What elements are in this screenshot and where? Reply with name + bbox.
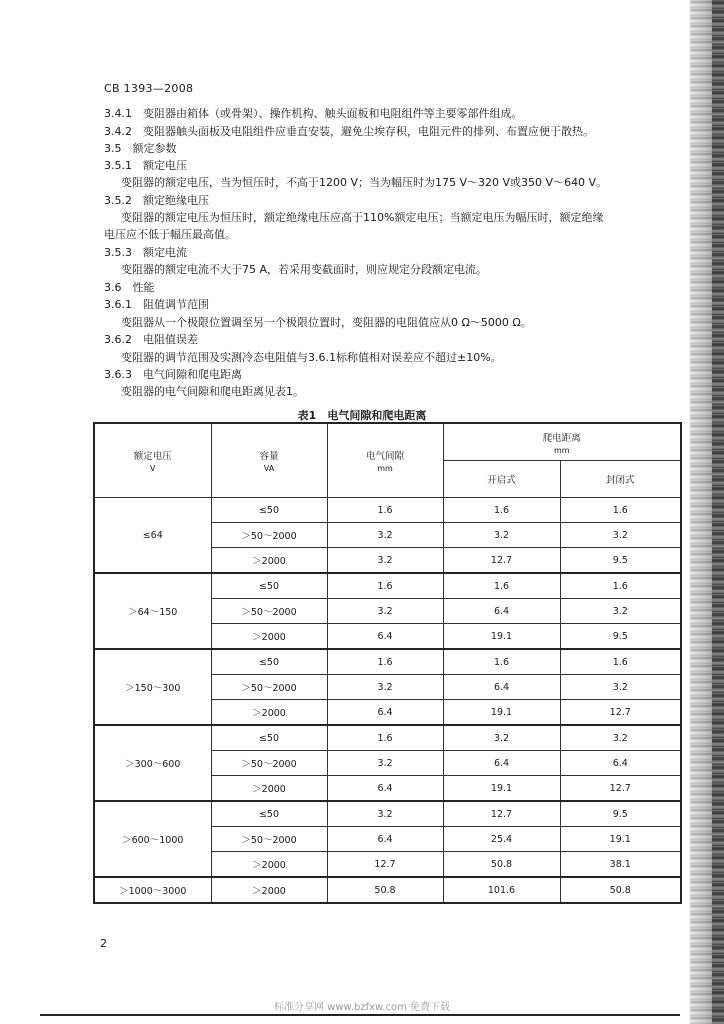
creepage-open-cell: 6.4 <box>443 751 560 776</box>
clause-number: 3.6.2 <box>104 333 132 346</box>
clause-number: 3.4.1 <box>104 107 132 120</box>
capacity-cell: ≤50 <box>211 801 327 827</box>
clause-3-5 <box>104 142 177 156</box>
table-row <box>94 725 681 751</box>
clearance-cell: 3.2 <box>327 751 443 776</box>
creepage-open-cell: 6.4 <box>443 599 560 624</box>
creepage-closed-cell: 12.7 <box>560 700 681 726</box>
clause-number: 3.4.2 <box>104 125 132 138</box>
table-row <box>94 498 681 523</box>
clearance-cell: 6.4 <box>327 827 443 852</box>
voltage-cell: ≤64 <box>94 498 211 574</box>
clause-number: 3.6.1 <box>104 298 132 311</box>
paragraph-resistance-range: 变阻器从一个极限位置调至另一个极限位置时，变阻器的电阻值应从0 Ω～5000 Ω。 <box>121 316 532 329</box>
voltage-cell: ＞600～1000 <box>94 801 211 877</box>
clause-3-6 <box>104 281 155 295</box>
creepage-closed-cell: 9.5 <box>560 624 681 650</box>
table-row <box>94 649 681 675</box>
creepage-closed-cell: 1.6 <box>560 498 681 523</box>
creepage-open-cell: 19.1 <box>443 700 560 726</box>
creepage-closed-cell: 3.2 <box>560 725 681 751</box>
clause-number: 3.5 <box>104 142 122 155</box>
clearance-cell: 6.4 <box>327 776 443 802</box>
clause-text: 电阻值误差 <box>143 333 198 346</box>
capacity-cell: ＞50～2000 <box>211 675 327 700</box>
clearance-cell: 1.6 <box>327 498 443 523</box>
creepage-open-cell: 50.8 <box>443 852 560 878</box>
table-caption: 表1 电气间隙和爬电距离 <box>297 409 427 422</box>
voltage-cell: ＞150～300 <box>94 649 211 725</box>
clearance-cell: 1.6 <box>327 573 443 599</box>
paragraph-rated-voltage: 变阻器的额定电压，当为恒压时，不高于1200 V；当为幅压时为175 V～320 V或350 V～640 V。 <box>121 176 608 189</box>
clearance-cell: 12.7 <box>327 852 443 878</box>
creepage-open-cell: 6.4 <box>443 675 560 700</box>
capacity-cell: ≤50 <box>211 573 327 599</box>
page-number: 2 <box>100 937 107 950</box>
capacity-cell: ＞50～2000 <box>211 599 327 624</box>
clearance-cell: 6.4 <box>327 624 443 650</box>
clause-number: 3.5.2 <box>104 194 132 207</box>
creepage-closed-cell: 6.4 <box>560 751 681 776</box>
creepage-open-cell: 19.1 <box>443 776 560 802</box>
clearance-cell: 3.2 <box>327 523 443 548</box>
creepage-closed-cell: 9.5 <box>560 548 681 574</box>
creepage-closed-cell: 19.1 <box>560 827 681 852</box>
clause-text: 额定电压 <box>143 159 187 172</box>
clause-3-6-2 <box>104 333 198 347</box>
clearance-cell: 3.2 <box>327 675 443 700</box>
table-row <box>94 877 681 903</box>
capacity-cell: ＞2000 <box>211 700 327 726</box>
clause-text: 额定参数 <box>132 142 177 155</box>
clearance-cell: 3.2 <box>327 599 443 624</box>
clause-text: 变阻器由箱体（或骨架）、操作机构、触头面板和电阻组件等主要零部件组成。 <box>143 107 523 120</box>
creepage-open-cell: 1.6 <box>443 573 560 599</box>
creepage-open-cell: 3.2 <box>443 725 560 751</box>
creepage-closed-cell: 1.6 <box>560 649 681 675</box>
creepage-open-cell: 1.6 <box>443 649 560 675</box>
creepage-closed-cell: 3.2 <box>560 675 681 700</box>
capacity-cell: ≤50 <box>211 498 327 523</box>
clause-3-4-2 <box>104 125 594 139</box>
paragraph-resistance-error: 变阻器的调节范围及实测冷态电阻值与3.6.1标称值相对误差应不超过±10%。 <box>121 351 502 364</box>
footer-watermark: 标准分享网 www.bzfxw.com 免费下载 <box>274 1002 450 1013</box>
header-voltage-unit: V <box>150 464 156 473</box>
clause-text: 阻值调节范围 <box>143 298 209 311</box>
header-clearance-unit: mm <box>377 464 393 473</box>
creepage-closed-cell: 3.2 <box>560 523 681 548</box>
header-open-type: 开启式 <box>443 461 560 498</box>
clause-number: 3.5.1 <box>104 159 132 172</box>
capacity-cell: ＞50～2000 <box>211 523 327 548</box>
capacity-cell: ＞2000 <box>211 624 327 650</box>
clause-3-6-1 <box>104 298 209 312</box>
clause-text: 性能 <box>132 281 155 294</box>
creepage-open-cell: 12.7 <box>443 548 560 574</box>
clause-text: 电气间隙和爬电距离 <box>143 368 242 381</box>
voltage-cell: ＞300～600 <box>94 725 211 801</box>
creepage-open-cell: 3.2 <box>443 523 560 548</box>
capacity-cell: ＞2000 <box>211 877 327 903</box>
capacity-cell: ＞2000 <box>211 852 327 878</box>
clause-number: 3.6 <box>104 281 122 294</box>
capacity-cell: ＞50～2000 <box>211 827 327 852</box>
clause-3-5-2 <box>104 194 209 208</box>
footer-rule <box>40 1014 680 1016</box>
creepage-open-cell: 101.6 <box>443 877 560 903</box>
creepage-closed-cell: 50.8 <box>560 877 681 903</box>
clearance-cell: 6.4 <box>327 700 443 726</box>
clause-3-6-3 <box>104 368 242 382</box>
clause-number: 3.5.3 <box>104 246 132 259</box>
header-capacity: 容量 VA <box>211 423 327 498</box>
voltage-cell: ＞1000～3000 <box>94 877 211 903</box>
header-capacity-unit: VA <box>263 464 275 473</box>
clearance-creepage-table <box>93 422 682 904</box>
capacity-cell: ≤50 <box>211 649 327 675</box>
paragraph-table-reference: 变阻器的电气间隙和爬电距离见表1。 <box>121 385 304 398</box>
creepage-open-cell: 12.7 <box>443 801 560 827</box>
clause-text: 变阻器触头面板及电阻组件应垂直安装，避免尘埃存积，电阻元件的排列、布置应便于散热。 <box>143 125 594 138</box>
clause-3-5-1 <box>104 159 187 173</box>
paragraph-insulation-2: 电压应不低于幅压最高值。 <box>104 228 236 241</box>
creepage-closed-cell: 3.2 <box>560 599 681 624</box>
document-id: CB 1393—2008 <box>104 82 194 95</box>
scan-edge-dark <box>712 0 724 1024</box>
creepage-closed-cell: 9.5 <box>560 801 681 827</box>
capacity-cell: ≤50 <box>211 725 327 751</box>
creepage-open-cell: 1.6 <box>443 498 560 523</box>
clause-3-5-3 <box>104 246 187 260</box>
creepage-closed-cell: 12.7 <box>560 776 681 802</box>
table-header-row <box>94 423 681 461</box>
clearance-cell: 50.8 <box>327 877 443 903</box>
clause-number: 3.6.3 <box>104 368 132 381</box>
clause-text: 额定绝缘电压 <box>143 194 209 207</box>
capacity-cell: ＞2000 <box>211 776 327 802</box>
clearance-cell: 1.6 <box>327 725 443 751</box>
clearance-cell: 1.6 <box>327 649 443 675</box>
table-row <box>94 573 681 599</box>
paragraph-rated-current: 变阻器的额定电流不大于75 A，若采用变截面时，则应规定分段额定电流。 <box>121 263 488 276</box>
voltage-cell: ＞64～150 <box>94 573 211 649</box>
clearance-cell: 3.2 <box>327 801 443 827</box>
header-clearance: 电气间隙 mm <box>327 423 443 498</box>
header-voltage: 额定电压 V <box>94 423 211 498</box>
paragraph-insulation-1: 变阻器的额定电压为恒压时，额定绝缘电压应高于110%额定电压；当额定电压为幅压时，额定绝缘 <box>121 211 604 224</box>
header-creepage-unit: mm <box>553 445 570 455</box>
header-creepage: 爬电距离 mm <box>443 423 681 461</box>
header-closed-type: 封闭式 <box>560 461 681 498</box>
clearance-cell: 3.2 <box>327 548 443 574</box>
creepage-closed-cell: 38.1 <box>560 852 681 878</box>
creepage-closed-cell: 1.6 <box>560 573 681 599</box>
creepage-open-cell: 25.4 <box>443 827 560 852</box>
table-row <box>94 801 681 827</box>
capacity-cell: ＞50～2000 <box>211 751 327 776</box>
capacity-cell: ＞2000 <box>211 548 327 574</box>
creepage-open-cell: 19.1 <box>443 624 560 650</box>
clause-text: 额定电流 <box>143 246 187 259</box>
clause-3-4-1 <box>104 107 523 121</box>
